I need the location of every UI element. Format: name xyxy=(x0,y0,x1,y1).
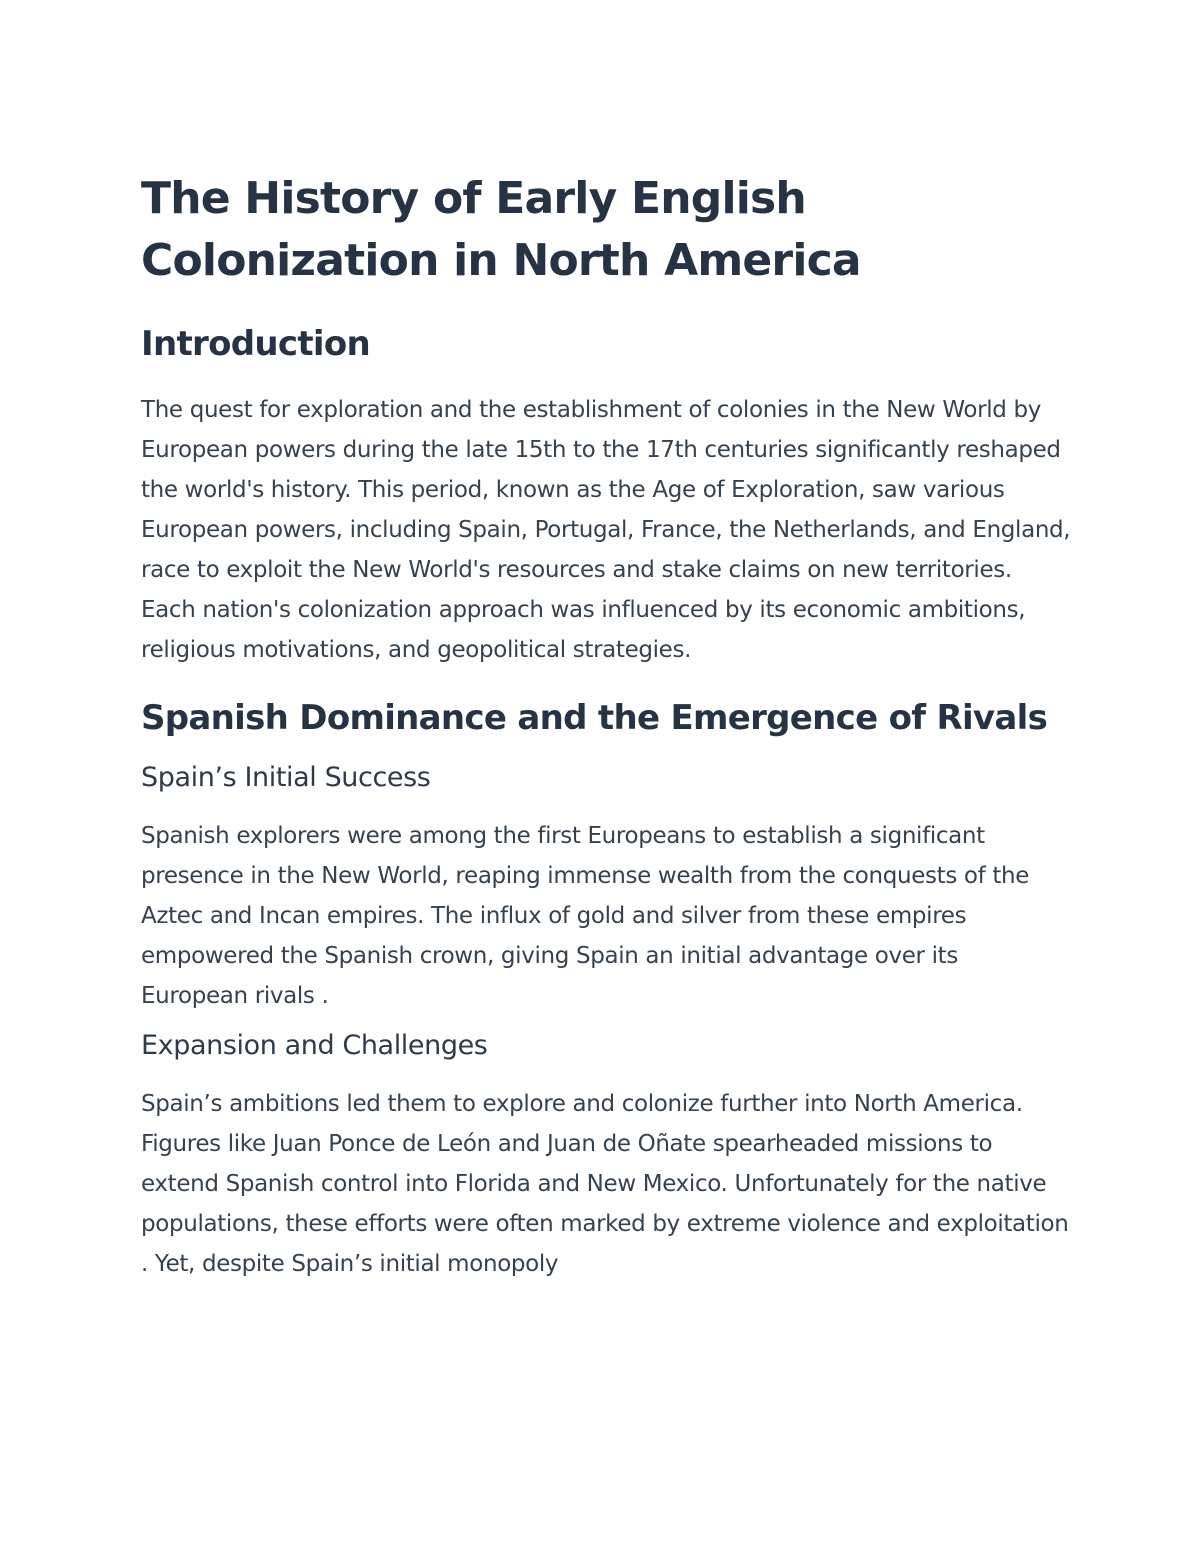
expansion-heading: Expansion and Challenges xyxy=(141,1030,488,1061)
initial-success-heading: Spain’s Initial Success xyxy=(141,762,431,793)
spanish-dominance-heading: Spanish Dominance and the Emergence of Rivals xyxy=(141,698,1048,738)
introduction-paragraph: The quest for exploration and the establishment of colonies in the New World by European powers during the late 15th to the 17th centuries significantly reshaped the world's history. This period, known as the Age of Exploration, saw various European powers, including Spain, Portugal, France, the Netherlands, and England, race to exploit the New World's resources and stake claims on new territories. Each nation's colonization approach was influenced by its economic ambitions, religious motivations, and geopolitical strategies. xyxy=(141,397,1071,663)
document-page xyxy=(141,168,1071,1284)
initial-success-paragraph: Spanish explorers were among the first Europeans to establish a significant presence in the New World, reaping immense wealth from the conquests of the Aztec and Incan empires. The influx of gold and silver from these empires empowered the Spanish crown, giving Spain an initial advantage over its European rivals . xyxy=(141,823,1030,1009)
expansion-paragraph: Spain’s ambitions led them to explore and colonize further into North America. Figures like Juan Ponce de León and Juan de Oñate spearheaded missions to extend Spanish control into Florida and New Mexico. Unfortunately for the native populations, these efforts were often marked by extreme violence and exploitation . Yet, despite Spain’s initial monopoly xyxy=(141,1091,1069,1277)
introduction-heading: Introduction xyxy=(141,324,371,364)
title-line-2: Colonization in North America xyxy=(141,235,861,286)
title-line-1: The History of Early English xyxy=(141,173,806,224)
document-title xyxy=(141,168,1071,292)
